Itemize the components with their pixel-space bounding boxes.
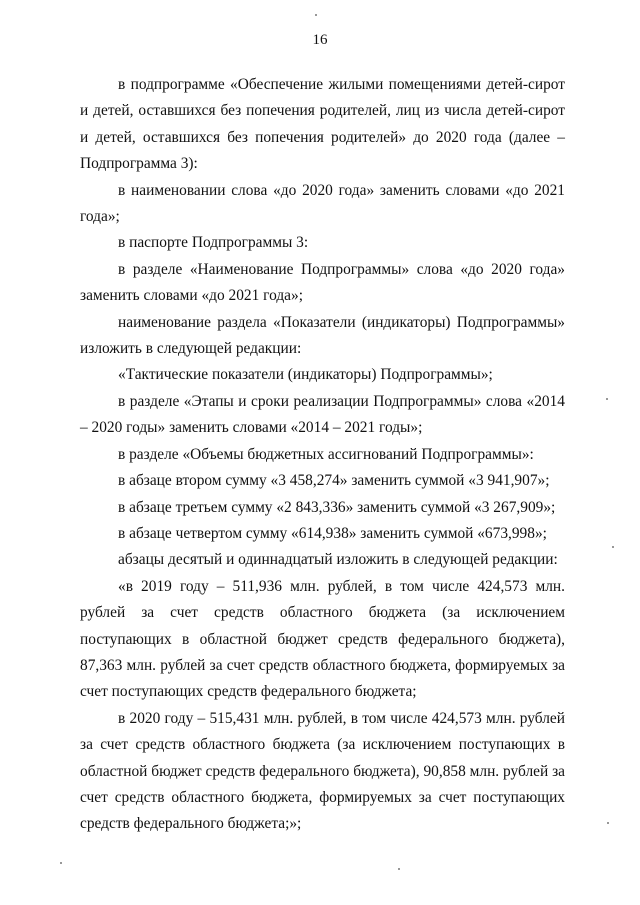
paragraph-budget-section: в разделе «Объемы бюджетных ассигнований Подпрограммы»:: [118, 445, 534, 463]
scan-speck: [607, 822, 609, 824]
paragraph-tactical-indicators: «Тактические показатели (индикаторы) Подпрограммы»;: [118, 366, 493, 384]
scan-speck: [60, 862, 62, 864]
paragraph-subprogram-intro: в подпрограмме «Обеспечение жилыми помещениями детей-сирот и детей, оставшихся без попечения родителей, лиц из числа детей-сирот и детей, оставшихся без попечения родителей» до 2020 года (далее – Подпрограмма 3):: [80, 76, 565, 173]
scan-speck: [398, 868, 400, 870]
paragraph-third-abzac: в абзаце третьем сумму «2 843,336» заменить суммой «3 267,909»;: [118, 498, 556, 516]
paragraph-second-abzac: в абзаце втором сумму «3 458,274» заменить суммой «3 941,907»;: [118, 472, 550, 490]
paragraph-indicators-title: наименование раздела «Показатели (индикаторы) Подпрограммы» изложить в следующей редакции:: [80, 313, 565, 358]
document-body: [80, 72, 565, 838]
paragraph-year-2020: в 2020 году – 515,431 млн. рублей, в том числе 424,573 млн. рублей за счет средств областного бюджета (за исключением поступающих в областной бюджет средств федерального бюджета), 90,858 млн. рублей за счет средств областного бюджета, формируемых за счет поступающих средств федерального бюджета;»;: [80, 709, 565, 833]
scan-speck: [606, 398, 608, 400]
paragraph-section-name: в разделе «Наименование Подпрограммы» слова «до 2020 года» заменить словами «до 2021 года»;: [80, 260, 565, 305]
paragraph-stages: в разделе «Этапы и сроки реализации Подпрограммы» слова «2014 – 2020 годы» заменить словами «2014 – 2021 годы»;: [80, 392, 565, 437]
paragraph-passport: в паспорте Подпрограммы 3:: [118, 234, 309, 252]
paragraph-fourth-abzac: в абзаце четвертом сумму «614,938» заменить суммой «673,998»;: [118, 524, 547, 542]
paragraph-year-2019: «в 2019 году – 511,936 млн. рублей, в том числе 424,573 млн. рублей за счет средств областного бюджета (за исключением поступающих в областной бюджет средств федерального бюджета), 87,363 млн. рублей за счет средств областного бюджета, формируемых за счет поступающих средств федерального бюджета;: [80, 577, 565, 701]
scan-speck: [612, 546, 614, 548]
paragraph-name-change: в наименовании слова «до 2020 года» заменить словами «до 2021 года»;: [80, 181, 565, 226]
scan-speck: [315, 14, 317, 16]
page-number: 16: [312, 32, 328, 48]
paragraph-tenth-eleventh: абзацы десятый и одиннадцатый изложить в следующей редакции:: [118, 551, 558, 569]
